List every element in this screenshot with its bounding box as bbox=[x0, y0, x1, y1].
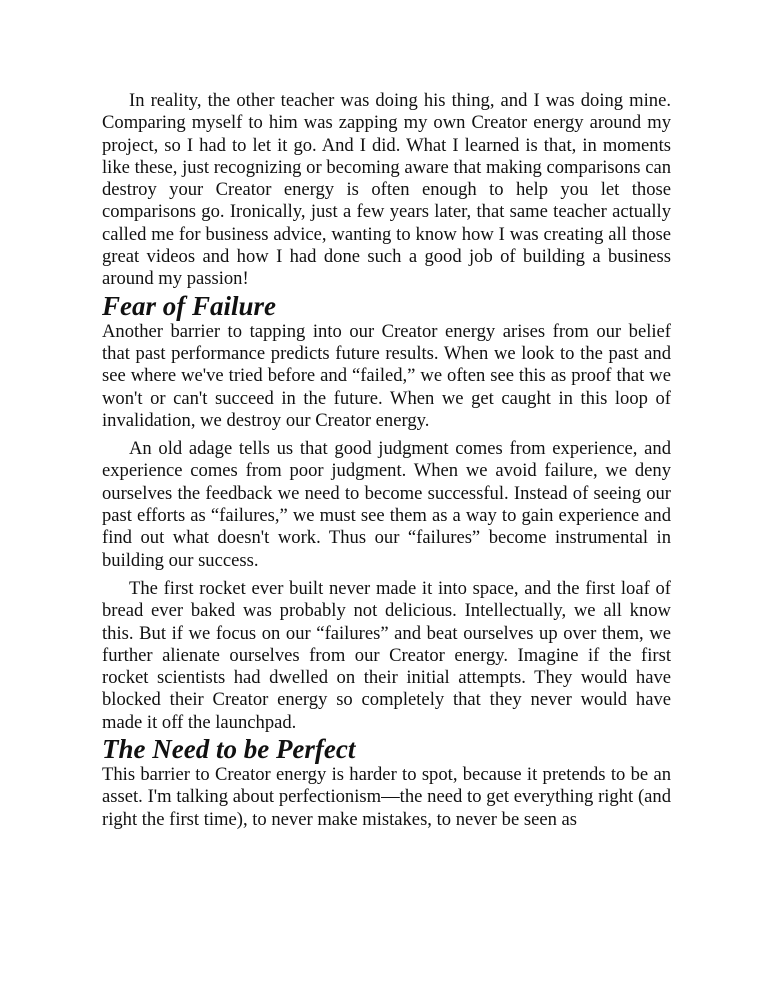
book-page bbox=[102, 90, 671, 831]
section-heading-need-to-be-perfect: The Need to be Perfect bbox=[102, 734, 356, 765]
body-paragraph: Another barrier to tapping into our Creator energy arises from our belief that past performance predicts future results. When we look to the past and see where we've tried before and “failed,” we often see this as proof that we won't or can't succeed in the future. When we get caught in this loop of invalidation, we destroy our Creator energy. bbox=[102, 320, 671, 431]
body-paragraph: An old adage tells us that good judgment comes from experience, and experience comes from poor judgment. When we avoid failure, we deny ourselves the feedback we need to become successful. Instead of seeing our past efforts as “failures,” we must see them as a way to gain experience and find out what doesn't work. Thus our “failures” become instrumental in building our success. bbox=[102, 438, 671, 571]
section-heading-fear-of-failure: Fear of Failure bbox=[102, 290, 277, 321]
body-paragraph: In reality, the other teacher was doing his thing, and I was doing mine. Comparing myself to him was zapping my own Creator energy around my project, so I had to let it go. And I did. What I learned is that, in moments like these, just recognizing or becoming aware that making comparisons can destroy your Creator energy is often enough to help you let those comparisons go. Ironically, just a few years later, that same teacher actually called me for business advice, wanting to know how I was creating all those great videos and how I had done such a good job of building a business around my passion! bbox=[102, 90, 671, 290]
body-paragraph: This barrier to Creator energy is harder to spot, because it pretends to be an asset. I'm talking about perfectionism—the need to get everything right (and right the first time), to never make mistakes, to never be seen as bbox=[102, 764, 671, 830]
body-paragraph: The first rocket ever built never made it into space, and the first loaf of bread ever baked was probably not delicious. Intellectually, we all know this. But if we focus on our “failures” and beat ourselves up over them, we further alienate ourselves from our Creator energy. Imagine if the first rocket scientists had dwelled on their initial attempts. They would have blocked their Creator energy so completely that they never would have made it off the launchpad. bbox=[102, 577, 671, 733]
